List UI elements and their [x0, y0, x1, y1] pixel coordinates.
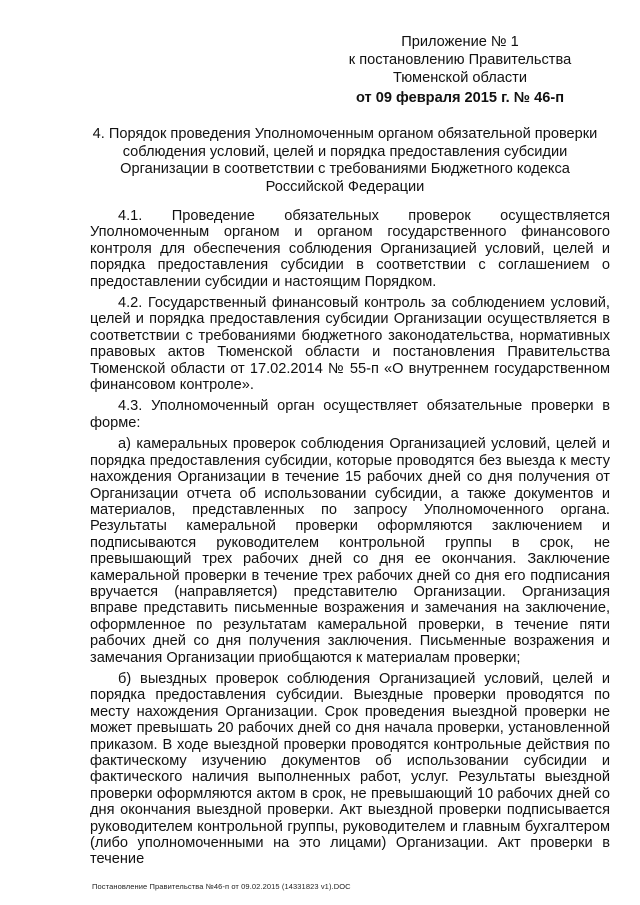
appendix-number: Приложение № 1 — [401, 34, 519, 50]
paragraph-b: б) выездных проверок соблюдения Организацией условий, целей и порядка предоставления субсидии. Выездные проверки проводятся по месту нахождения Организации. Срок проведения выездной проверки не может превышать 20 рабочих дней со дня начала проверки, установленной приказом. В ходе выездной проверки проводятся контрольные действия по фактическому изучению документов об использовании субсидии и фактического наличия выполненных работ, услуг. Результаты выездной проверки оформляются актом в срок, не превышающий 10 рабочих дней со дня окончания выездной проверки. Акт выездной проверки подписывается руководителем контрольной группы, руководителем и главным бухгалтером (либо уполномоченными на это лицами) Организации. Акт проверки в течение — [90, 670, 610, 868]
appendix-header — [330, 33, 590, 107]
appendix-resolution-ref: к постановлению Правительства — [348, 52, 572, 68]
paragraph-4-3: 4.3. Уполномоченный орган осуществляет обязательные проверки в форме: — [90, 398, 610, 431]
paragraph-4-2: 4.2. Государственный финансовый контроль за соблюдением условий, целей и порядка предоставления субсидии Организации осуществляется в соответствии с требованиями бюджетного законодательства, нормативных правовых актов Тюменской области и постановления Правительства Тюменской области от 17.02.2014 № 55-п «О внутреннем государственном финансовом контроле». — [90, 295, 610, 394]
paragraph-a: а) камеральных проверок соблюдения Организацией условий, целей и порядка предоставления субсидии, которые проводятся без выезда к месту нахождения Организации в течение 15 рабочих дней со дня получения от Организации отчета об использовании субсидии, а также документов и материалов, представленных по запросу Уполномоченного органа. Результаты камеральной проверки оформляются заключением и подписываются руководителем контрольной группы в срок, не превышающий трех рабочих дней со дня ее окончания. Заключение камеральной проверки в течение трех рабочих дней со дня его подписания вручается (направляется) представителю Организации. Организация вправе представить письменные возражения и замечания на заключение, оформленное по результатам камеральной проверки, в течение пяти рабочих дней со дня получения заключения. Письменные возражения и замечания Организации приобщаются к материалам проверки; — [90, 436, 610, 666]
section-title: 4. Порядок проведения Уполномоченным органом обязательной проверки соблюдения условий, целей и порядка предоставления субсидии Организации в соответствии с требованиями Бюджетного кодекса Российской Федерации — [92, 126, 598, 195]
appendix-date: от 09 февраля 2015 г. № 46-п — [355, 90, 565, 106]
document-body — [90, 208, 610, 873]
paragraph-4-1: 4.1. Проведение обязательных проверок осуществляется Уполномоченным органом и органом государственного финансового контроля для обеспечения соблюдения Организацией условий, целей и порядка предоставления субсидии в соответствии с соглашением о предоставлении субсидии и настоящим Порядком. — [90, 208, 610, 290]
document-footer: Постановление Правительства №46-п от 09.02.2015 (14331823 v1).DOC — [92, 882, 351, 891]
appendix-region: Тюменской области — [392, 70, 527, 86]
